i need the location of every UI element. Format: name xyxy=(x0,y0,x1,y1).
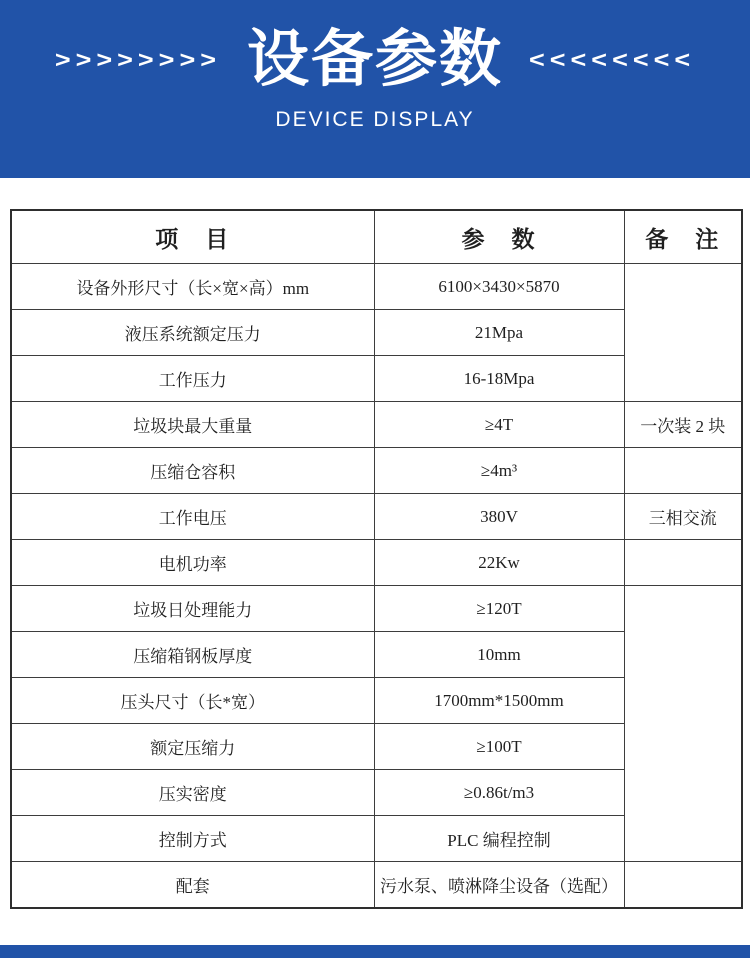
table-row xyxy=(11,862,742,909)
item-cell: 配套 xyxy=(11,862,374,909)
note-cell xyxy=(624,540,742,586)
value-cell: 10mm xyxy=(374,632,624,678)
item-cell: 额定压缩力 xyxy=(11,724,374,770)
left-arrows-icon: >>>>>>>> xyxy=(54,46,221,73)
table-row xyxy=(11,402,742,448)
table-row xyxy=(11,494,742,540)
note-cell xyxy=(624,586,742,862)
note-cell: 一次装 2 块 xyxy=(624,402,742,448)
header-banner xyxy=(0,0,750,178)
value-cell: 污水泵、喷淋降尘设备（选配） xyxy=(374,862,624,909)
value-cell: PLC 编程控制 xyxy=(374,816,624,862)
page-title: 设备参数 xyxy=(246,25,503,94)
value-cell: ≥4T xyxy=(374,402,624,448)
item-cell: 液压系统额定压力 xyxy=(11,310,374,356)
footer-accent-band xyxy=(0,945,750,958)
item-cell: 压实密度 xyxy=(11,770,374,816)
value-cell: ≥100T xyxy=(374,724,624,770)
item-cell: 工作电压 xyxy=(11,494,374,540)
spec-table-container xyxy=(10,209,741,909)
item-cell: 压缩箱钢板厚度 xyxy=(11,632,374,678)
item-cell: 压头尺寸（长*宽） xyxy=(11,678,374,724)
column-header-note: 备 注 xyxy=(624,210,742,264)
item-cell: 垃圾日处理能力 xyxy=(11,586,374,632)
column-header-item: 项 目 xyxy=(11,210,374,264)
table-row xyxy=(11,540,742,586)
spec-table xyxy=(10,209,743,909)
table-row xyxy=(11,448,742,494)
value-cell: ≥4m³ xyxy=(374,448,624,494)
page-subtitle: DEVICE DISPLAY xyxy=(275,108,475,131)
value-cell: 380V xyxy=(374,494,624,540)
note-cell xyxy=(624,448,742,494)
value-cell: ≥0.86t/m3 xyxy=(374,770,624,816)
note-cell: 三相交流 xyxy=(624,494,742,540)
column-header-value: 参 数 xyxy=(374,210,624,264)
note-cell xyxy=(624,264,742,402)
item-cell: 电机功率 xyxy=(11,540,374,586)
table-row xyxy=(11,586,742,632)
item-cell: 控制方式 xyxy=(11,816,374,862)
value-cell: 21Mpa xyxy=(374,310,624,356)
item-cell: 垃圾块最大重量 xyxy=(11,402,374,448)
table-header-row xyxy=(11,210,742,264)
item-cell: 压缩仓容积 xyxy=(11,448,374,494)
value-cell: 1700mm*1500mm xyxy=(374,678,624,724)
value-cell: 16-18Mpa xyxy=(374,356,624,402)
title-row xyxy=(55,24,695,96)
value-cell: ≥120T xyxy=(374,586,624,632)
note-cell xyxy=(624,862,742,909)
table-row xyxy=(11,264,742,310)
item-cell: 设备外形尺寸（长×宽×高）mm xyxy=(11,264,374,310)
right-arrows-icon: <<<<<<<< xyxy=(529,46,696,73)
item-cell: 工作压力 xyxy=(11,356,374,402)
value-cell: 6100×3430×5870 xyxy=(374,264,624,310)
value-cell: 22Kw xyxy=(374,540,624,586)
